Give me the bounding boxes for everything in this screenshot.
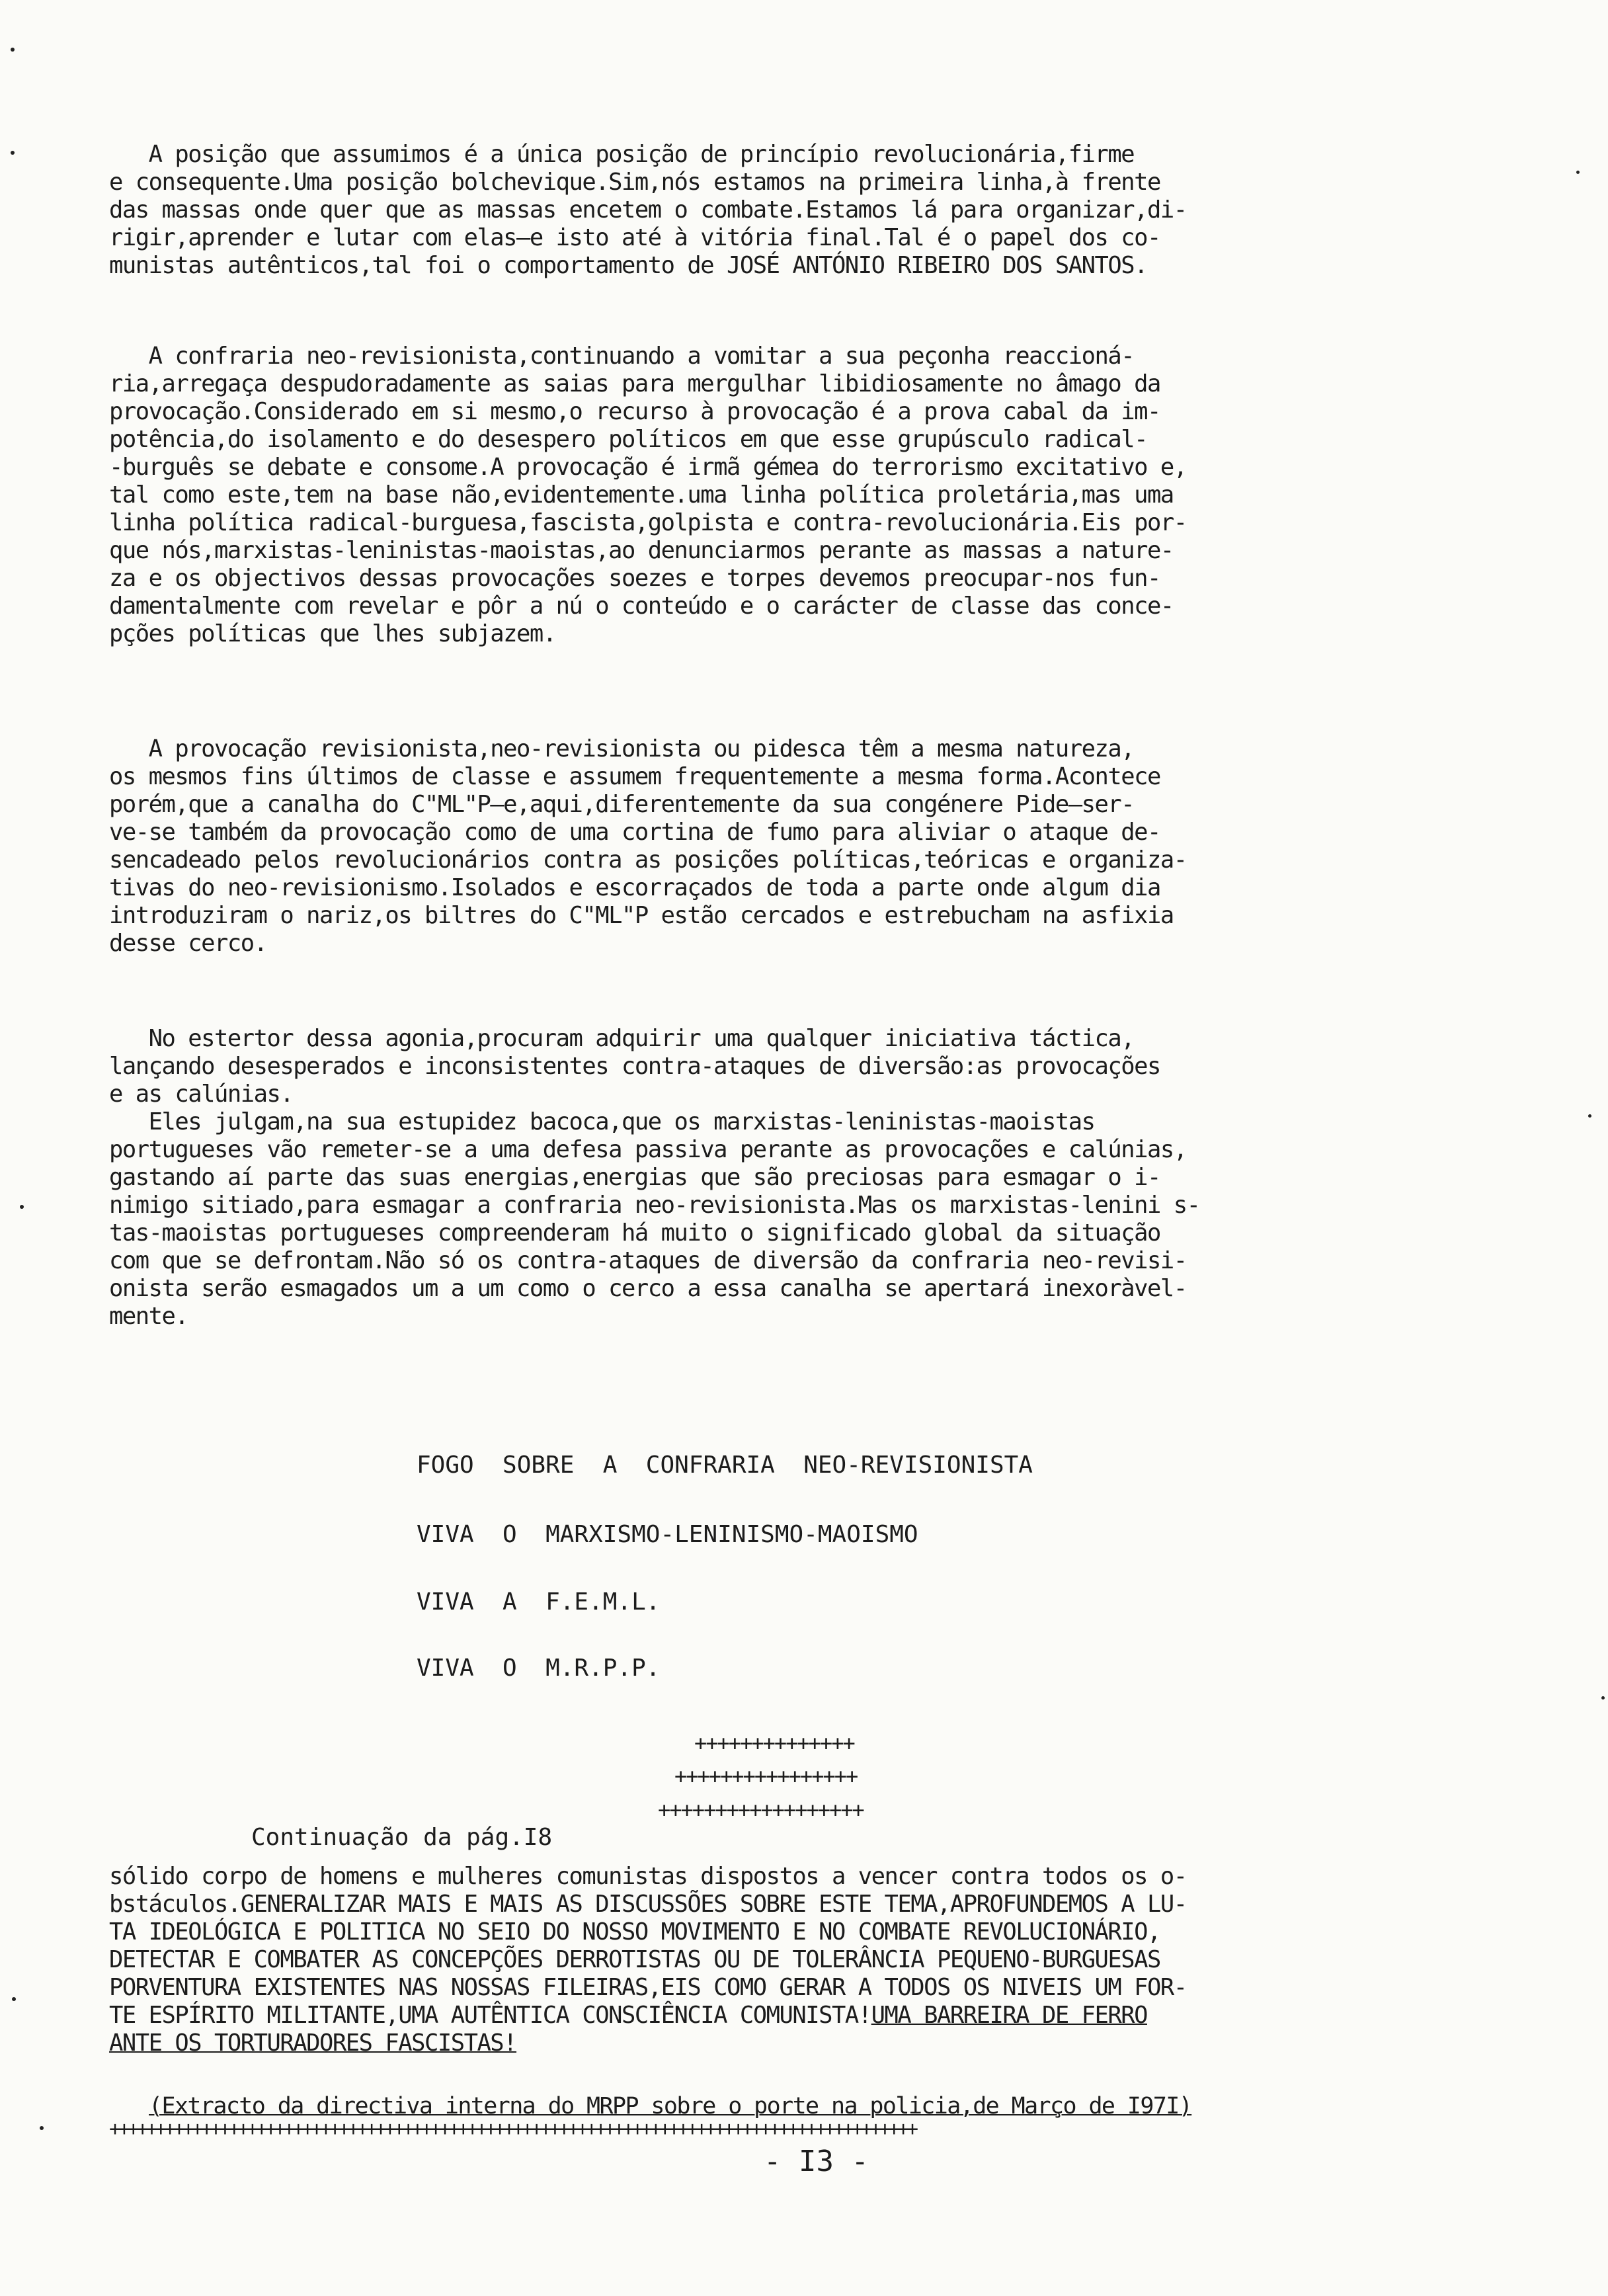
text-line: tal como este,tem na base não,evidentemente.uma linha política proletária,mas uma [109,481,1174,509]
text-line: das massas onde quer que as massas encetem o combate.Estamos lá para organizar,di- [109,196,1187,224]
text-line: sencadeado pelos revolucionários contra as posições políticas,teóricas e organiza- [109,846,1187,874]
text-line: munistas autênticos,tal foi o comportamento de JOSÉ ANTÓNIO RIBEIRO DOS SANTOS. [109,252,1147,279]
text-line: rigir,aprender e lutar com elas—e isto até à vitória final.Tal é o papel dos co- [109,224,1160,251]
underlined-slogan-end: ANTE OS TORTURADORES FASCISTAS! [109,2030,517,2057]
text-line: TA IDEOLÓGICA E POLITICA NO SEIO DO NOSSO MOVIMENTO E NO COMBATE REVOLUCIONÁRIO, [109,1918,1160,1946]
paragraph-1 [109,141,1521,280]
text-line: introduziram o nariz,os biltres do C"ML"P estão cercados e estrebucham na asfixia [109,902,1174,929]
separator-line: ++++++++++++++++++ [658,1797,864,1823]
text-line: porém,que a canalha do C"ML"P—e,aqui,diferentemente da sua congénere Pide—ser- [109,791,1135,818]
text-line: za e os objectivos dessas provocações soezes e torpes devemos preocupar-nos fun- [109,565,1160,592]
text-line: e as calúnias. [109,1081,294,1108]
text-line: No estertor dessa agonia,procuram adquirir uma qualquer iniciativa táctica, [109,1025,1135,1052]
text-line: os mesmos fins últimos de classe e assumem frequentemente a mesma forma.Acontece [109,763,1160,790]
text-line: lançando desesperados e inconsistentes contra-ataques de diversão:as provocações [109,1053,1160,1080]
text-line: potência,do isolamento e do desespero políticos em que esse grupúsculo radical- [109,426,1147,453]
text-line: desse cerco. [109,930,267,957]
slogan: FOGO SOBRE A CONFRARIA NEO-REVISIONISTA [417,1452,1033,1479]
continuation-text [109,1863,1521,2057]
text-line: sólido corpo de homens e mulheres comunistas dispostos a vencer contra todos os o- [109,1863,1187,1890]
scan-speck [40,2126,44,2130]
continuation-heading: Continuação da pág.I8 [251,1824,553,1851]
scan-speck [1601,1696,1605,1700]
continuation-text-segment: TE ESPÍRITO MILITANTE,UMA AUTÊNTICA CONSCIÊNCIA COMUNISTA! [109,2002,871,2029]
scan-speck [11,151,15,155]
text-line: damentalmente com revelar e pôr a nú o conteúdo e o carácter de classe das conce- [109,593,1174,620]
source-note: (Extracto da directiva interna do MRPP sobre o porte na policia,de Março de I97I) [149,2093,1192,2119]
paragraph-4 [109,1025,1521,1331]
text-line: PORVENTURA EXISTENTES NAS NOSSAS FILEIRAS,EIS COMO GERAR A TODOS OS NIVEIS UM FOR- [109,1974,1187,2001]
text-line: linha política radical-burguesa,fascista,golpista e contra-revolucionária.Eis por- [109,509,1187,536]
slogan: VIVA A F.E.M.L. [417,1588,661,1616]
scan-speck [20,1205,24,1209]
text-line: onista serão esmagados um a um como o cerco a essa canalha se apertará inexoràvel- [109,1275,1187,1302]
text-line: que nós,marxistas-leninistas-maoistas,ao denunciarmos perante as massas a nature- [109,537,1174,564]
scan-speck [11,48,15,52]
underlined-slogan: UMA BARREIRA DE FERRO [871,2002,1147,2029]
plus-rule: ++++++++++++++++++++++++++++++++++++++++++++++++++++++++++++++++++++++++++++++++++++++++ [109,2117,916,2141]
text-line: provocação.Considerado em si mesmo,o recurso à provocação é a prova cabal da im- [109,398,1160,425]
text-line: portugueses vão remeter-se a uma defesa passiva perante as provocações e calúnias, [109,1136,1187,1163]
text-line: ve-se também da provocação como de uma cortina de fumo para aliviar o ataque de- [109,819,1160,846]
text-line: pções políticas que lhes subjazem. [109,620,556,647]
page-number: - I3 - [764,2145,869,2178]
text-line: e consequente.Uma posição bolchevique.Sim,nós estamos na primeira linha,à frente [109,169,1160,196]
text-line [109,2002,1521,2030]
paragraph-2 [109,343,1521,648]
text-line: nimigo sitiado,para esmagar a confraria neo-revisionista.Mas os marxistas-lenini s- [109,1192,1200,1219]
separator-line: ++++++++++++++++ [674,1764,858,1789]
text-line: A posição que assumimos é a única posição de princípio revolucionária,firme [109,141,1135,168]
scan-speck [1588,1114,1591,1118]
text-line: ria,arregaça despudoradamente as saias para mergulhar libidiosamente no âmago da [109,370,1160,397]
text-line: tivas do neo-revisionismo.Isolados e escorraçados de toda a parte onde algum dia [109,874,1160,901]
text-line: mente. [109,1303,188,1330]
paragraph-3 [109,735,1521,958]
text-line: -burguês se debate e consome.A provocação é irmã gémea do terrorismo excitativo e, [109,454,1187,481]
slogan: VIVA O MARXISMO-LENINISMO-MAOISMO [417,1521,918,1548]
slogan: VIVA O M.R.P.P. [417,1655,661,1682]
scan-speck [1576,171,1580,174]
text-line: A confraria neo-revisionista,continuando a vomitar a sua peçonha reaccioná- [109,343,1135,370]
text-line: Eles julgam,na sua estupidez bacoca,que os marxistas-leninistas-maoistas [109,1108,1095,1135]
separator-line: ++++++++++++++ [694,1731,854,1756]
text-line: DETECTAR E COMBATER AS CONCEPÇÕES DERROTISTAS OU DE TOLERÂNCIA PEQUENO-BURGUESAS [109,1946,1160,1973]
text-line: com que se defrontam.Não só os contra-ataques de diversão da confraria neo-revisi- [109,1247,1187,1274]
text-line: gastando aí parte das suas energias,energias que são preciosas para esmagar o i- [109,1164,1160,1191]
scan-speck [12,1997,16,2001]
text-line: bstáculos.GENERALIZAR MAIS E MAIS AS DISCUSSÕES SOBRE ESTE TEMA,APROFUNDEMOS A LU- [109,1891,1187,1918]
text-line: tas-maoistas portugueses compreenderam há muito o significado global da situação [109,1219,1160,1247]
text-line: A provocação revisionista,neo-revisionista ou pidesca têm a mesma natureza, [109,735,1135,762]
